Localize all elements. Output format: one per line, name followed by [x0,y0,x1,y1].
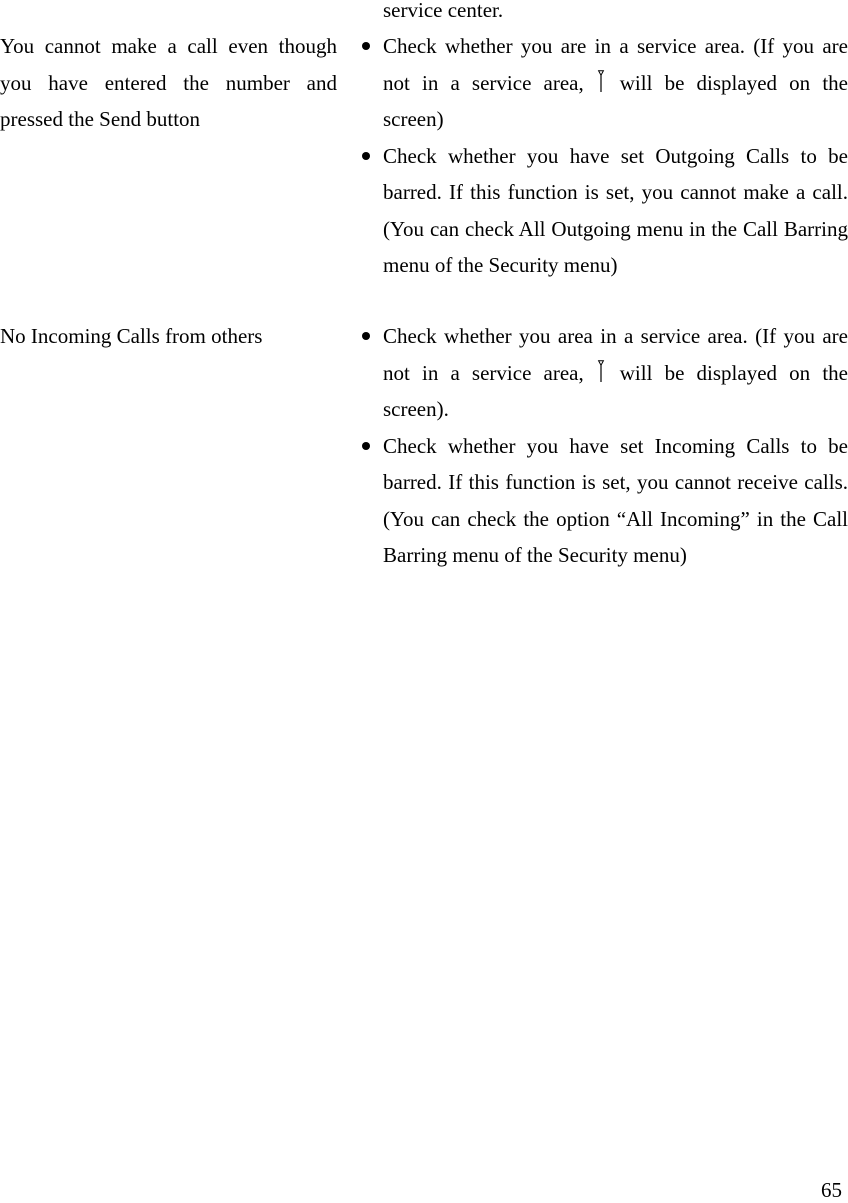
solution-text: Check whether you have set Incoming Calls to be barred. If this function is set, you cannot receive calls. (You can check the option “All Incoming” in the Call Barring menu of the Security menu) [383,433,848,567]
solution-list [362,318,848,574]
solution-item [362,318,848,428]
solution-item [362,428,848,574]
solution-text: Check whether you are in a service area. (If you are not in a service area, will be displayed on the screen) [383,34,848,131]
antenna-icon [596,360,606,382]
antenna-icon [596,70,606,92]
page-number: 65 [821,1178,842,1202]
solution-item [362,138,848,284]
solution-item [362,28,848,138]
solution-list [362,28,848,284]
bullet-icon [362,152,370,160]
bullet-icon [362,42,370,50]
solution-text: Check whether you area in a service area. (If you are not in a service area, will be displayed on the screen). [383,324,848,421]
solution-text: Check whether you have set Outgoing Calls to be barred. If this function is set, you cannot make a call. (You can check All Outgoing menu in the Call Barring menu of the Security menu) [383,143,848,277]
bullet-icon [362,442,370,450]
bullet-icon [362,332,370,340]
carry-over-text: service center. [383,0,504,22]
problem-description: You cannot make a call even though you have entered the number and pressed the Send button [0,34,337,131]
problem-description: No Incoming Calls from others [0,324,263,348]
